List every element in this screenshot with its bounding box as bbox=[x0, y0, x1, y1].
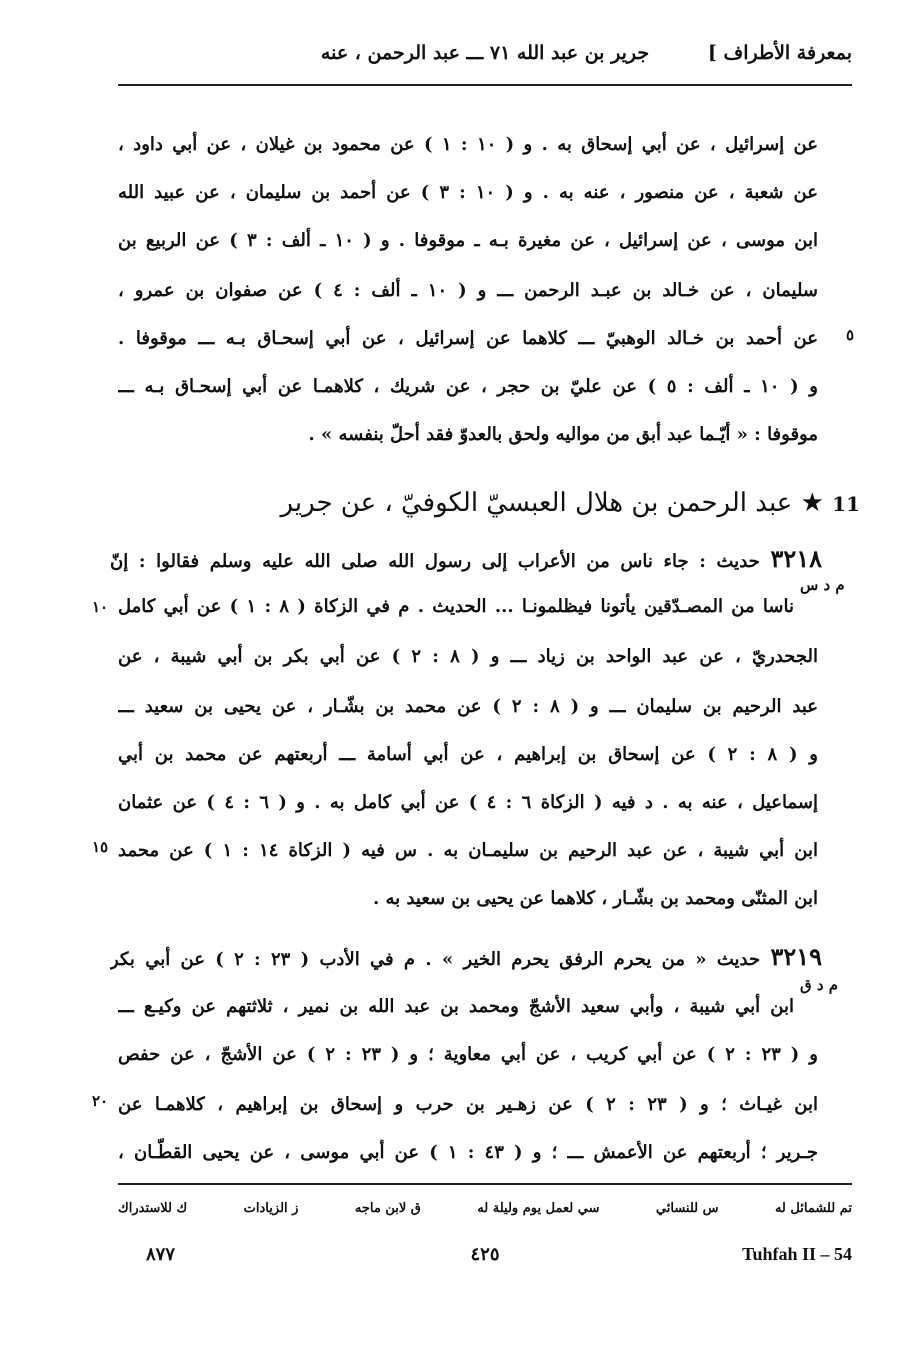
text-line: عن إسرائيل ، عن أبي إسحاق به . و ( ١٠ : ١ ) عن محمود بن غيلان ، عن أبي داود ، bbox=[118, 134, 818, 155]
text-line: عبد الرحيم بن سليمان ـــ و ( ٨ : ٢ ) عن محمد بن بشّـار ، عن يحيى بن سعيد ـــ bbox=[118, 696, 818, 717]
text-line: سليمان ، عن خـالد بن عبـد الرحمن ـــ و ( ١٠ ـ ألف : ٤ ) عن صفوان بن عمرو ، bbox=[118, 280, 818, 301]
footer-divider bbox=[118, 1183, 852, 1185]
header-center: جرير بن عبد الله ٧١ ـــ عبد الرحمن ، عنه bbox=[320, 42, 650, 64]
text-line: عن أحمد بن خـالد الوهبيّ ـــ كلاهما عن إسرائيل ، عن أبي إسحـاق بـه ـــ موقوفا . bbox=[118, 328, 818, 349]
margin-line-number: ٢٠ bbox=[92, 1092, 109, 1110]
text-line: ابن موسى ، عن إسرائيل ، عن مغيرة بـه ـ موقوفا . و ( ١٠ ـ ألف : ٣ ) عن الربيع بن bbox=[118, 230, 818, 251]
page-number-left: ٨٧٧ bbox=[146, 1244, 176, 1265]
text-line: ابن المثنّى ومحمد بن بشّـار ، كلاهما عن يحيى بن سعيد به . bbox=[373, 888, 818, 909]
hadith-sigla: م د س bbox=[800, 576, 845, 594]
abbreviation-item: ز الزيادات bbox=[243, 1200, 299, 1216]
abbreviation-item: س للنسائي bbox=[655, 1200, 719, 1216]
star-icon: ★ bbox=[800, 488, 824, 518]
text-line: جـرير ؛ أربعتهم عن الأعمش ـــ ؛ و ( ٤٣ : ١ ) عن أبي موسى ، عن يحيى القطّـان ، bbox=[118, 1142, 818, 1163]
abbreviation-item: ك للاستدراك bbox=[118, 1200, 188, 1216]
page-footer bbox=[118, 1244, 852, 1274]
text-line: ناسا من المصـدّقين يأتونا فيظلمونـا ... الحديث . م في الزكاة ( ٨ : ١ ) عن أبي كامل bbox=[118, 596, 794, 617]
page-number-center: ٤٢٥ bbox=[470, 1244, 500, 1265]
text-line: موقوفا : « أيّـما عبد أبق من مواليه ولحق بالعدوّ فقد أحلّ بنفسه » . bbox=[308, 424, 818, 445]
text-line: و ( ٨ : ٢ ) عن إسحاق بن إبراهيم ، عن أبي أسامة ـــ أربعتهم عن محمد بن أبي bbox=[118, 744, 818, 765]
section-number: 11 bbox=[832, 492, 860, 516]
text-line: عن شعبة ، عن منصور ، عنه به . و ( ١٠ : ٣ ) عن أحمد بن سليمان ، عن عبيد الله bbox=[118, 182, 818, 203]
margin-line-number: ٥ bbox=[846, 326, 855, 344]
section-title: عبد الرحمن بن هلال العبسيّ الكوفيّ ، عن جرير bbox=[280, 488, 793, 518]
hadith-sigla: م د ق bbox=[800, 976, 839, 994]
header-divider bbox=[118, 84, 852, 86]
hadith-number: ٣٢١٨ bbox=[770, 544, 822, 573]
hadith-first-line bbox=[110, 536, 822, 582]
text-line: و ( ١٠ ـ ألف : ٥ ) عن عليّ بن حجر ، عن شريك ، كلاهمـا عن أبي إسحـاق بـه ـــ bbox=[118, 376, 818, 397]
hadith-number: ٣٢١٩ bbox=[770, 942, 822, 971]
section-heading bbox=[260, 478, 860, 528]
hadith-text: حديث : جاء ناس من الأعراب إلى رسول الله صلى الله عليه وسلم فقالوا : إنّ bbox=[110, 551, 760, 572]
abbreviation-item: تم للشمائل له bbox=[774, 1200, 852, 1216]
text-line: ابن أبي شيبة ، عن عبد الرحيم بن سليمـان به . س فيه ( الزكاة ١٤ : ١ ) عن محمد bbox=[118, 840, 818, 861]
header-right: بمعرفة الأطراف ] bbox=[707, 42, 852, 64]
text-line: و ( ٢٣ : ٢ ) عن أبي كريب ، عن أبي معاوية ؛ و ( ٢٣ : ٢ ) عن الأشجّ ، عن حفص bbox=[118, 1044, 818, 1065]
margin-line-number: ١٥ bbox=[92, 838, 109, 856]
text-line: إسماعيل ، عنه به . د فيه ( الزكاة ٦ : ٤ ) عن أبي كامل به . و ( ٦ : ٤ ) عن عثمان bbox=[118, 792, 818, 813]
hadith-text: حديث « من يحرم الرفق يحرم الخير » . م في الأدب ( ٢٣ : ٢ ) عن أبي بكر bbox=[110, 949, 761, 970]
text-line: الجحدريّ ، عن عبد الواحد بن زياد ـــ و ( ٨ : ٢ ) عن أبي بكر بن أبي شيبة ، عن bbox=[118, 646, 818, 667]
text-line: ابن أبي شيبة ، وأبي سعيد الأشجّ ومحمد بن عبد الله بن نمير ، ثلاثتهم عن وكيـع ـــ bbox=[118, 996, 794, 1017]
running-header bbox=[118, 38, 852, 78]
margin-line-number: ١٠ bbox=[92, 598, 109, 616]
volume-signature: Tuhfah II – 54 bbox=[742, 1244, 852, 1264]
abbreviation-item: ق لابن ماجه bbox=[354, 1200, 421, 1216]
abbreviation-item: سي لعمل يوم وليلة له bbox=[477, 1200, 600, 1216]
abbreviation-key bbox=[118, 1193, 852, 1223]
text-line: ابن غيـاث ؛ و ( ٢٣ : ٢ ) عن زهـير بن حرب و إسحاق بن إبراهيم ، كلاهمـا عن bbox=[118, 1094, 818, 1115]
hadith-first-line bbox=[110, 934, 822, 980]
